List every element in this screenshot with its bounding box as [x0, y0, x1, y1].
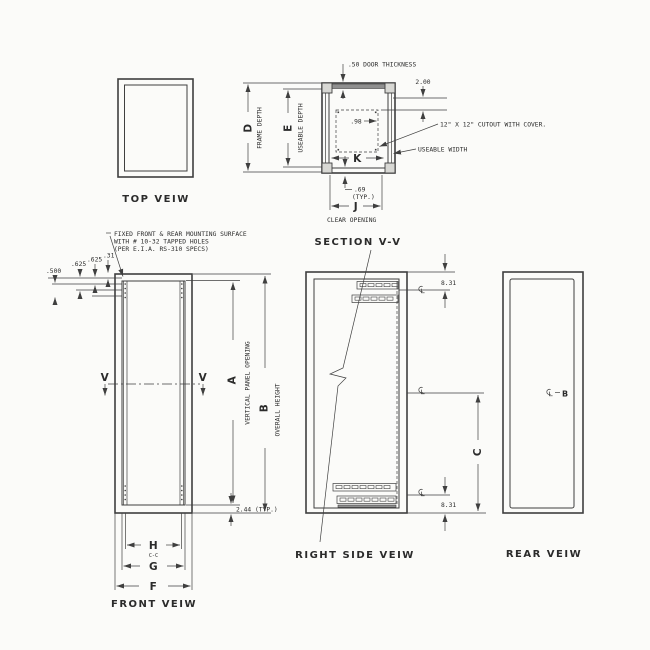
door-panel [331, 84, 386, 89]
hole-dim-625b: .625 [87, 256, 103, 264]
rear-view-label: REAR VEIW [505, 549, 583, 560]
door-thickness-note: .50 DOOR THICKNESS [348, 61, 417, 69]
top-view-label: TOP VEIW [122, 194, 190, 205]
width-dims [115, 513, 192, 593]
mounting-rail-slots-top [352, 282, 398, 303]
panel-gap-dim: .69 [354, 186, 366, 194]
bottom-offset-dim: 2.44 (TYP.) [236, 506, 278, 514]
depth-dimensions [243, 83, 323, 172]
rear-center-letter: B [562, 389, 569, 399]
overall-height-text: OVERALL HEIGHT [274, 383, 282, 437]
panel-opening-text: VERTICAL PANEL OPENING [244, 341, 252, 425]
rear-view [503, 272, 583, 560]
rail-offset-bottom-dim: 8.31 [441, 502, 457, 509]
useable-depth-text: USEABLE DEPTH [297, 103, 305, 153]
cutout-note: 12" X 12" CUTOUT WITH COVER. [440, 121, 547, 129]
mounting-note-line2: WITH # 10-32 TAPPED HOLES [114, 238, 209, 246]
mounting-note-line1: FIXED FRONT & REAR MOUNTING SURFACE [114, 231, 247, 238]
overall-height-letter: B [258, 403, 271, 413]
centerline-symbol-top [419, 286, 425, 293]
mounting-note-line3: (PER E.I.A. RS-310 SPECS) [114, 246, 209, 253]
overall-width-letter: F [149, 581, 158, 593]
hole-spacing-dims [46, 253, 122, 306]
rear-centerline-symbol [547, 389, 553, 396]
mounting-rail-slots-bottom [333, 484, 396, 508]
hole-dim-31: .31 [103, 252, 115, 260]
clear-opening-letter: J [353, 201, 359, 213]
top-view [118, 79, 193, 205]
section-vv [315, 62, 547, 249]
clear-opening-text: CLEAR OPENING [327, 217, 377, 224]
cutout-outline [336, 110, 378, 152]
useable-width-letter: K [353, 153, 362, 165]
rail-span-letter: C [472, 447, 484, 457]
panel-gap-typ: (TYP.) [352, 194, 375, 201]
rail-offset-top-dim: 8.31 [441, 280, 457, 287]
useable-depth-letter: E [282, 124, 295, 132]
front-view [46, 231, 282, 610]
panel-opening-letter: A [226, 375, 239, 385]
rail-cc-letter: H [148, 540, 159, 552]
frame-depth-text: FRAME DEPTH [256, 107, 264, 149]
door-inset-dim: 2.00 [415, 79, 431, 86]
right-side-view [295, 250, 486, 561]
hole-dim-500: .500 [46, 268, 62, 275]
useable-width-note: USEABLE WIDTH [418, 146, 468, 154]
cutout-offset-dim: .98 [350, 118, 362, 126]
section-cut-letter-right: V [198, 372, 208, 384]
hole-dim-625a: .625 [71, 261, 87, 268]
opening-width-letter: G [148, 561, 159, 573]
rail-cc-text: C-C [148, 553, 159, 559]
frame-depth-letter: D [242, 123, 255, 133]
section-vv-label: SECTION V-V [314, 237, 402, 248]
right-side-view-label: RIGHT SIDE VEIW [295, 550, 415, 561]
front-view-label: FRONT VEIW [110, 599, 198, 610]
rail-holes [124, 283, 182, 500]
section-cut-letter-left: V [100, 372, 110, 384]
